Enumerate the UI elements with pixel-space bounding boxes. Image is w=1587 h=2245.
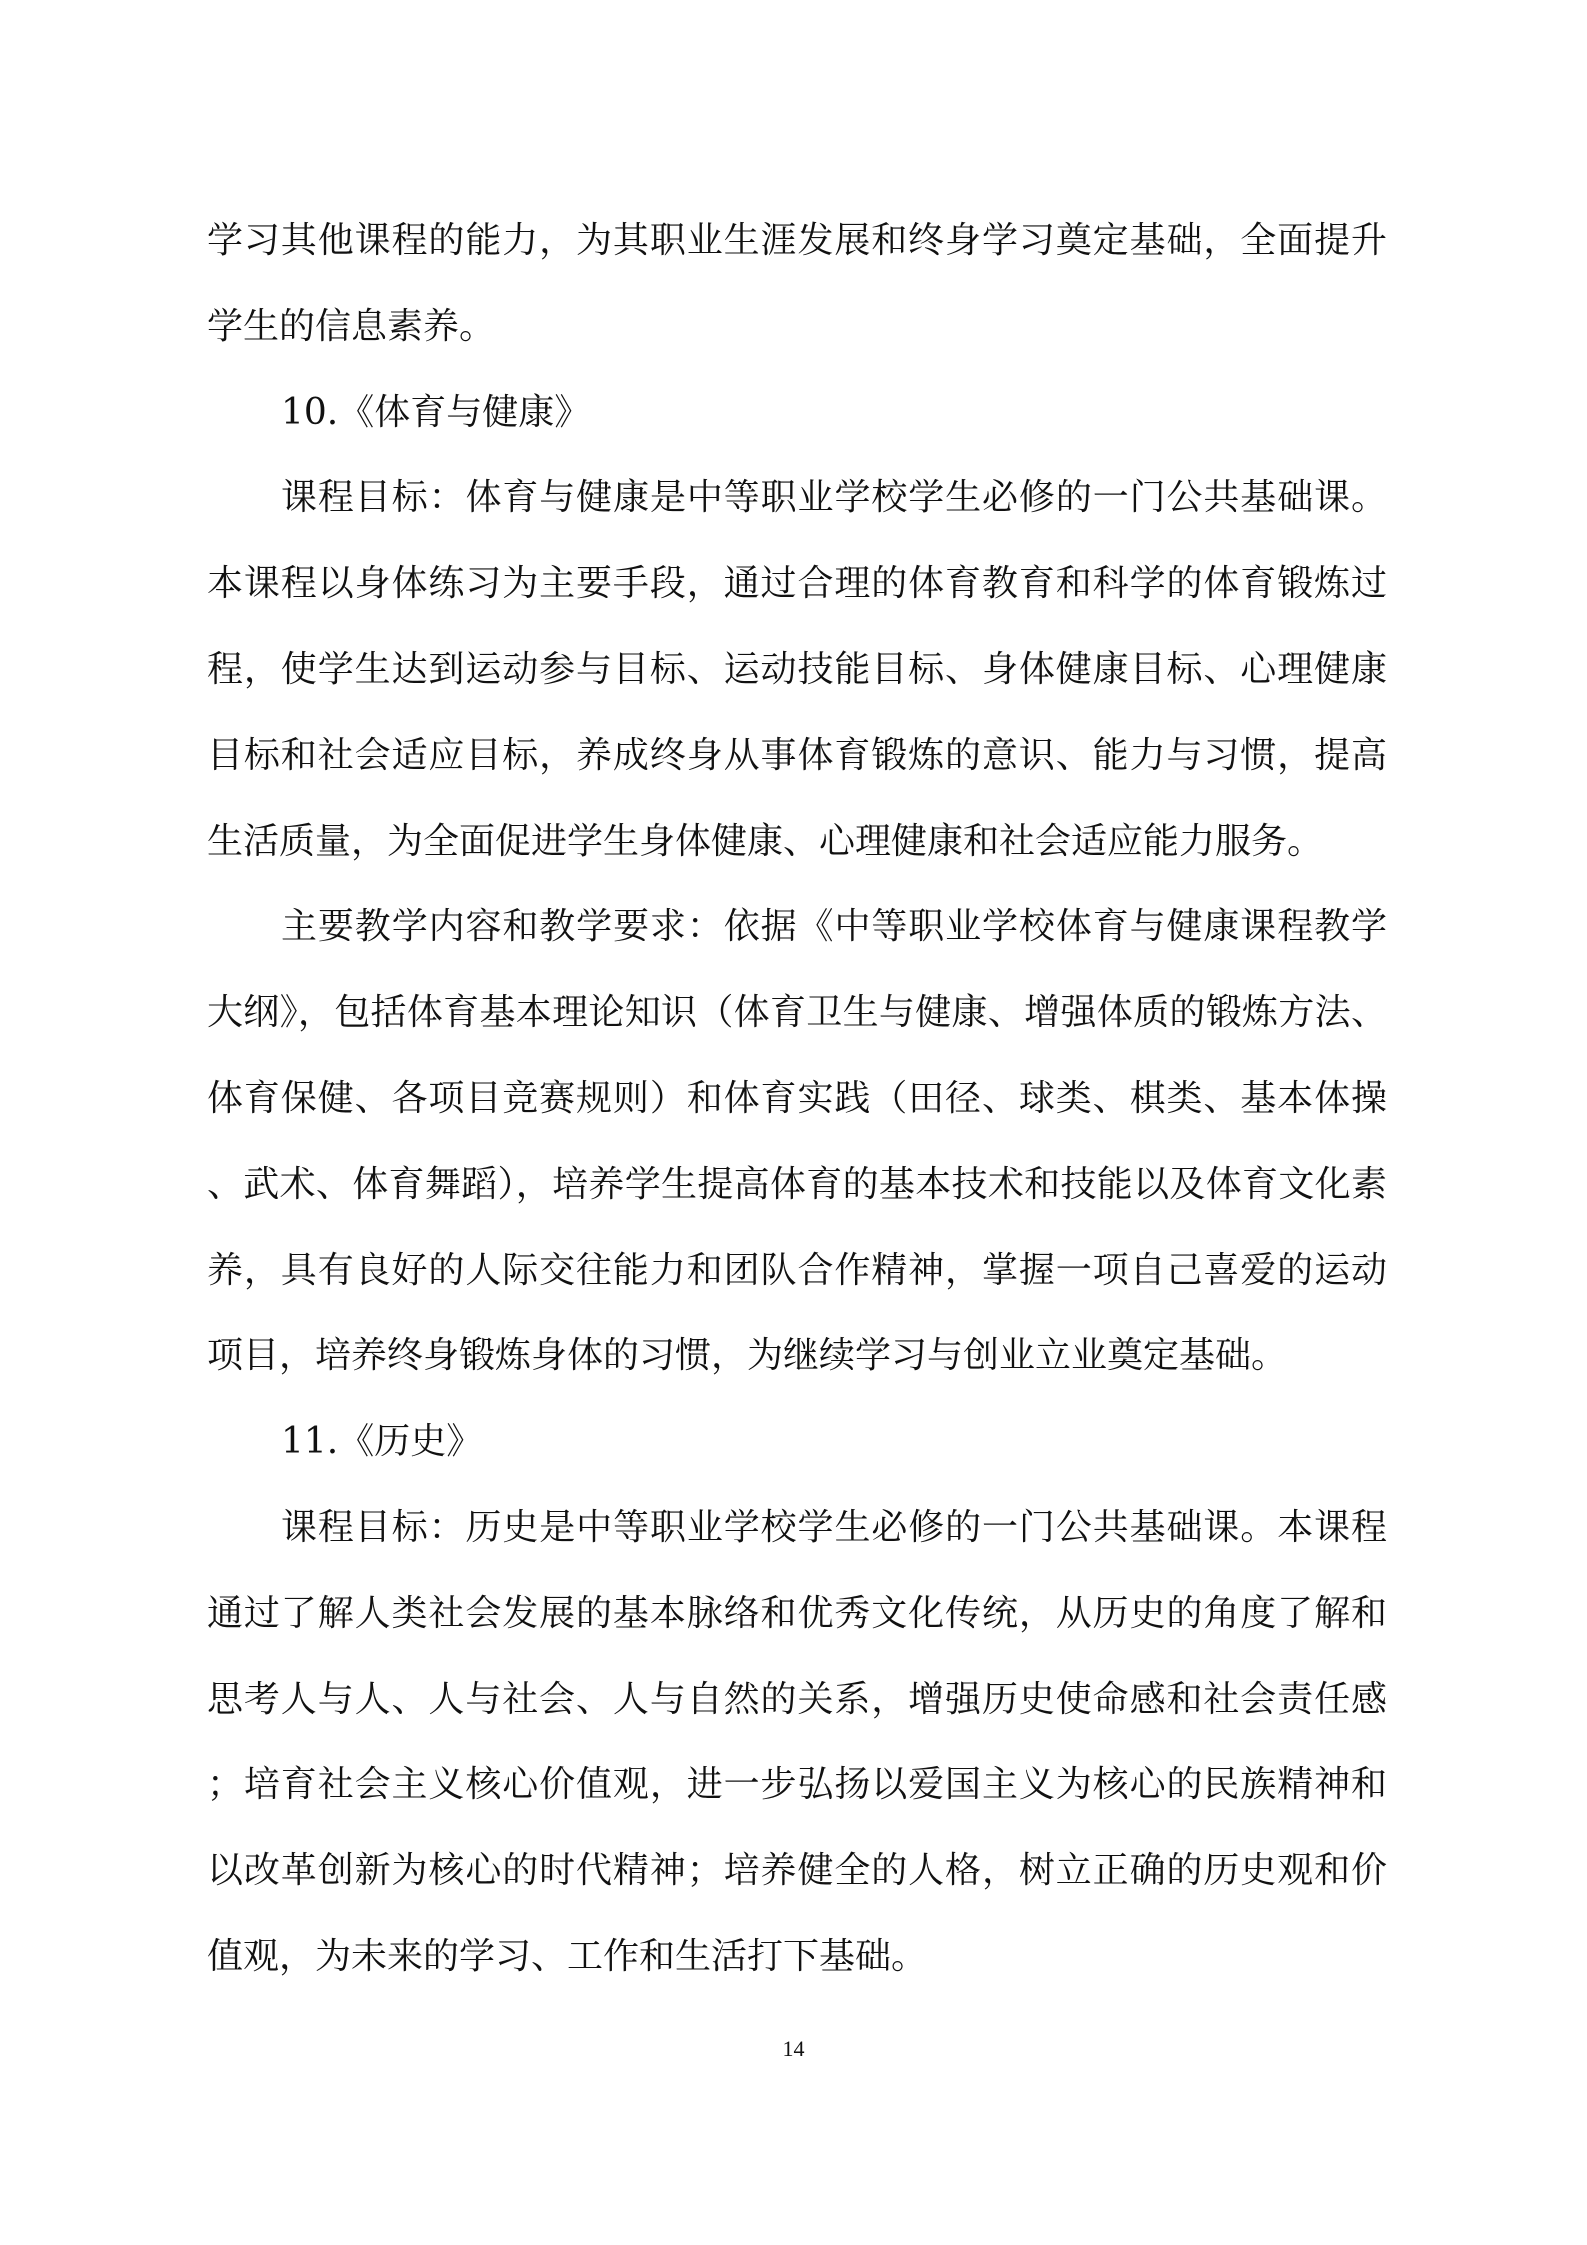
paragraph-continuation: 学习其他课程的能力，为其职业生涯发展和终身学习奠定基础，全面提升学生的信息素养。 xyxy=(207,220,1387,347)
document-body xyxy=(207,198,1387,2000)
section-heading-pe-health: 10.《体育与健康》 xyxy=(281,391,591,433)
section-heading-history: 11.《历史》 xyxy=(281,1421,483,1463)
paragraph-pe-course-goal: 课程目标：体育与健康是中等职业学校学生必修的一门公共基础课。本课程以身体练习为主要手段，通过合理的体育教育和科学的体育锻炼过程，使学生达到运动参与目标、运动技能目标、身体健康目标、心理健康目标和社会适应目标，养成终身从事体育锻炼的意识、能力与习惯，提高生活质量，为全面促进学生身体健康、心理健康和社会适应能力服务。 xyxy=(207,477,1387,862)
paragraph-history-course-goal: 课程目标：历史是中等职业学校学生必修的一门公共基础课。本课程通过了解人类社会发展的基本脉络和优秀文化传统，从历史的角度了解和思考人与人、人与社会、人与自然的关系，增强历史使命感和社会责任感；培育社会主义核心价值观，进一步弘扬以爱国主义为核心的民族精神和以改革创新为核心的时代精神；培养健全的人格，树立正确的历史观和价值观，为未来的学习、工作和生活打下基础。 xyxy=(207,1506,1387,1977)
page-number: 14 xyxy=(782,2036,805,2061)
paragraph-pe-teaching-content: 主要教学内容和教学要求：依据《中等职业学校体育与健康课程教学大纲》，包括体育基本理论知识（体育卫生与健康、增强体质的锻炼方法、体育保健、各项目竞赛规则）和体育实践（田径、球类、棋类、基本体操、武术、体育舞蹈），培养学生提高体育的基本技术和技能以及体育文化素养，具有良好的人际交往能力和团队合作精神，掌握一项自己喜爱的运动项目，培养终身锻炼身体的习惯，为继续学习与创业立业奠定基础。 xyxy=(207,906,1387,1377)
